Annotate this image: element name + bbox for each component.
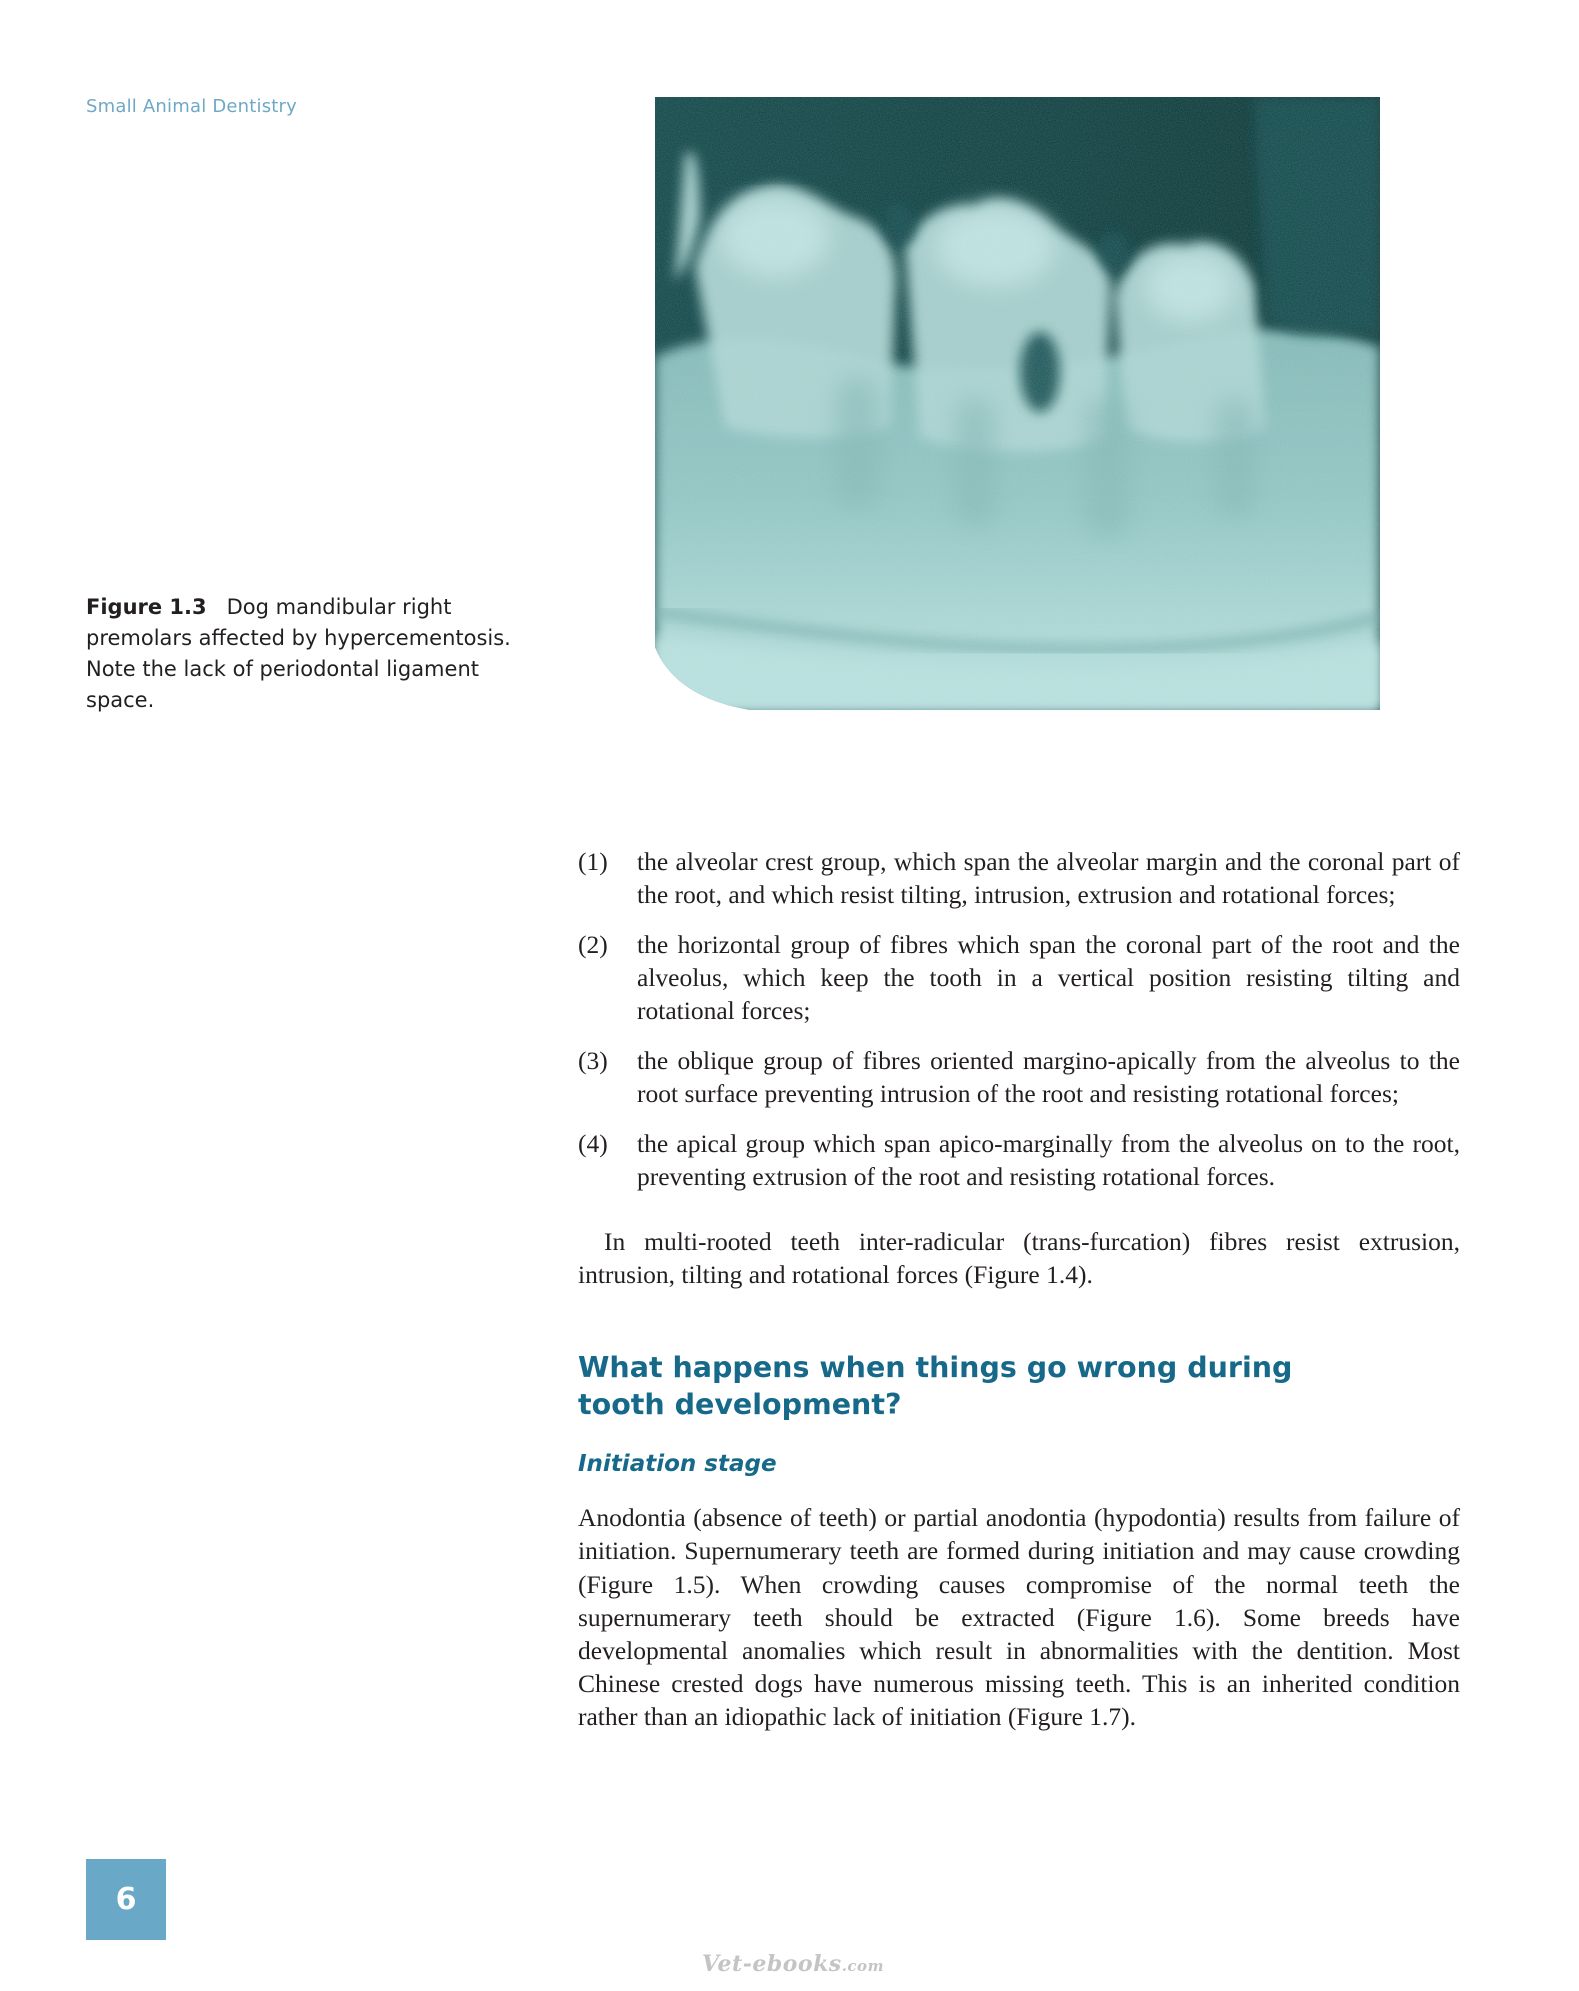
list-item-number: (4): [578, 1129, 608, 1159]
dental-radiograph-image: [655, 97, 1380, 710]
list-item-number: (3): [578, 1046, 608, 1076]
list-item: [578, 845, 1460, 911]
watermark: [702, 1951, 884, 1977]
running-head: Small Animal Dentistry: [86, 96, 298, 117]
list-item-text: the oblique group of fibres oriented margino-apically from the alveolus to the root surface preventing intrusion of the root and resisting rotational forces;: [637, 1046, 1460, 1109]
page-number: 6: [86, 1859, 166, 1940]
figure-label: Figure 1.3: [86, 595, 207, 619]
multi-rooted-paragraph: In multi-rooted teeth inter-radicular (trans-furcation) fibres resist extrusion, intrusion, tilting and rotational forces (Figure 1.4).: [578, 1226, 1460, 1289]
main-text: [578, 845, 1460, 1734]
initiation-paragraph: Anodontia (absence of teeth) or partial anodontia (hypodontia) results from failure of initiation. Supernumerary teeth are formed during initiation and may cause crowding (Figure 1.5). When crowding causes compromise of the normal teeth the supernumerary teeth should be extracted (Figure 1.6). Some breeds have developmental anomalies which result in abnormalities with the dentition. Most Chinese crested dogs have numerous missing teeth. This is an inherited condition rather than an idiopathic lack of initiation (Figure 1.7).: [578, 1503, 1460, 1732]
watermark-text: Vet-ebooks: [702, 1951, 842, 1977]
list-item: [578, 1044, 1460, 1110]
subsection-heading: Initiation stage: [578, 1451, 777, 1478]
list-item-number: (2): [578, 930, 608, 959]
list-item-text: the apical group which span apico-marginally from the alveolus on to the root, preventing extrusion of the root and resisting rotational forces.: [637, 1129, 1460, 1192]
list-item-number: (1): [578, 847, 608, 876]
watermark-suffix: .com: [841, 1957, 884, 1975]
section-heading: What happens when things go wrong during tooth development?: [578, 1351, 1293, 1422]
list-item: [578, 928, 1460, 1028]
figure-caption-text: Dog mandibular right premolars affected by hypercementosis. Note the lack of periodontal ligament space.: [86, 595, 511, 712]
list-item-text: the alveolar crest group, which span the alveolar margin and the coronal part of the root, and which resist tilting, intrusion, extrusion and rotational forces;: [637, 847, 1460, 910]
figure-caption: [86, 592, 526, 716]
fibre-group-list: [578, 845, 1460, 1194]
list-item: [578, 1127, 1460, 1193]
list-item-text: the horizontal group of fibres which span the coronal part of the root and the alveolus, which keep the tooth in a vertical position resisting tilting and rotational forces;: [637, 930, 1460, 1026]
